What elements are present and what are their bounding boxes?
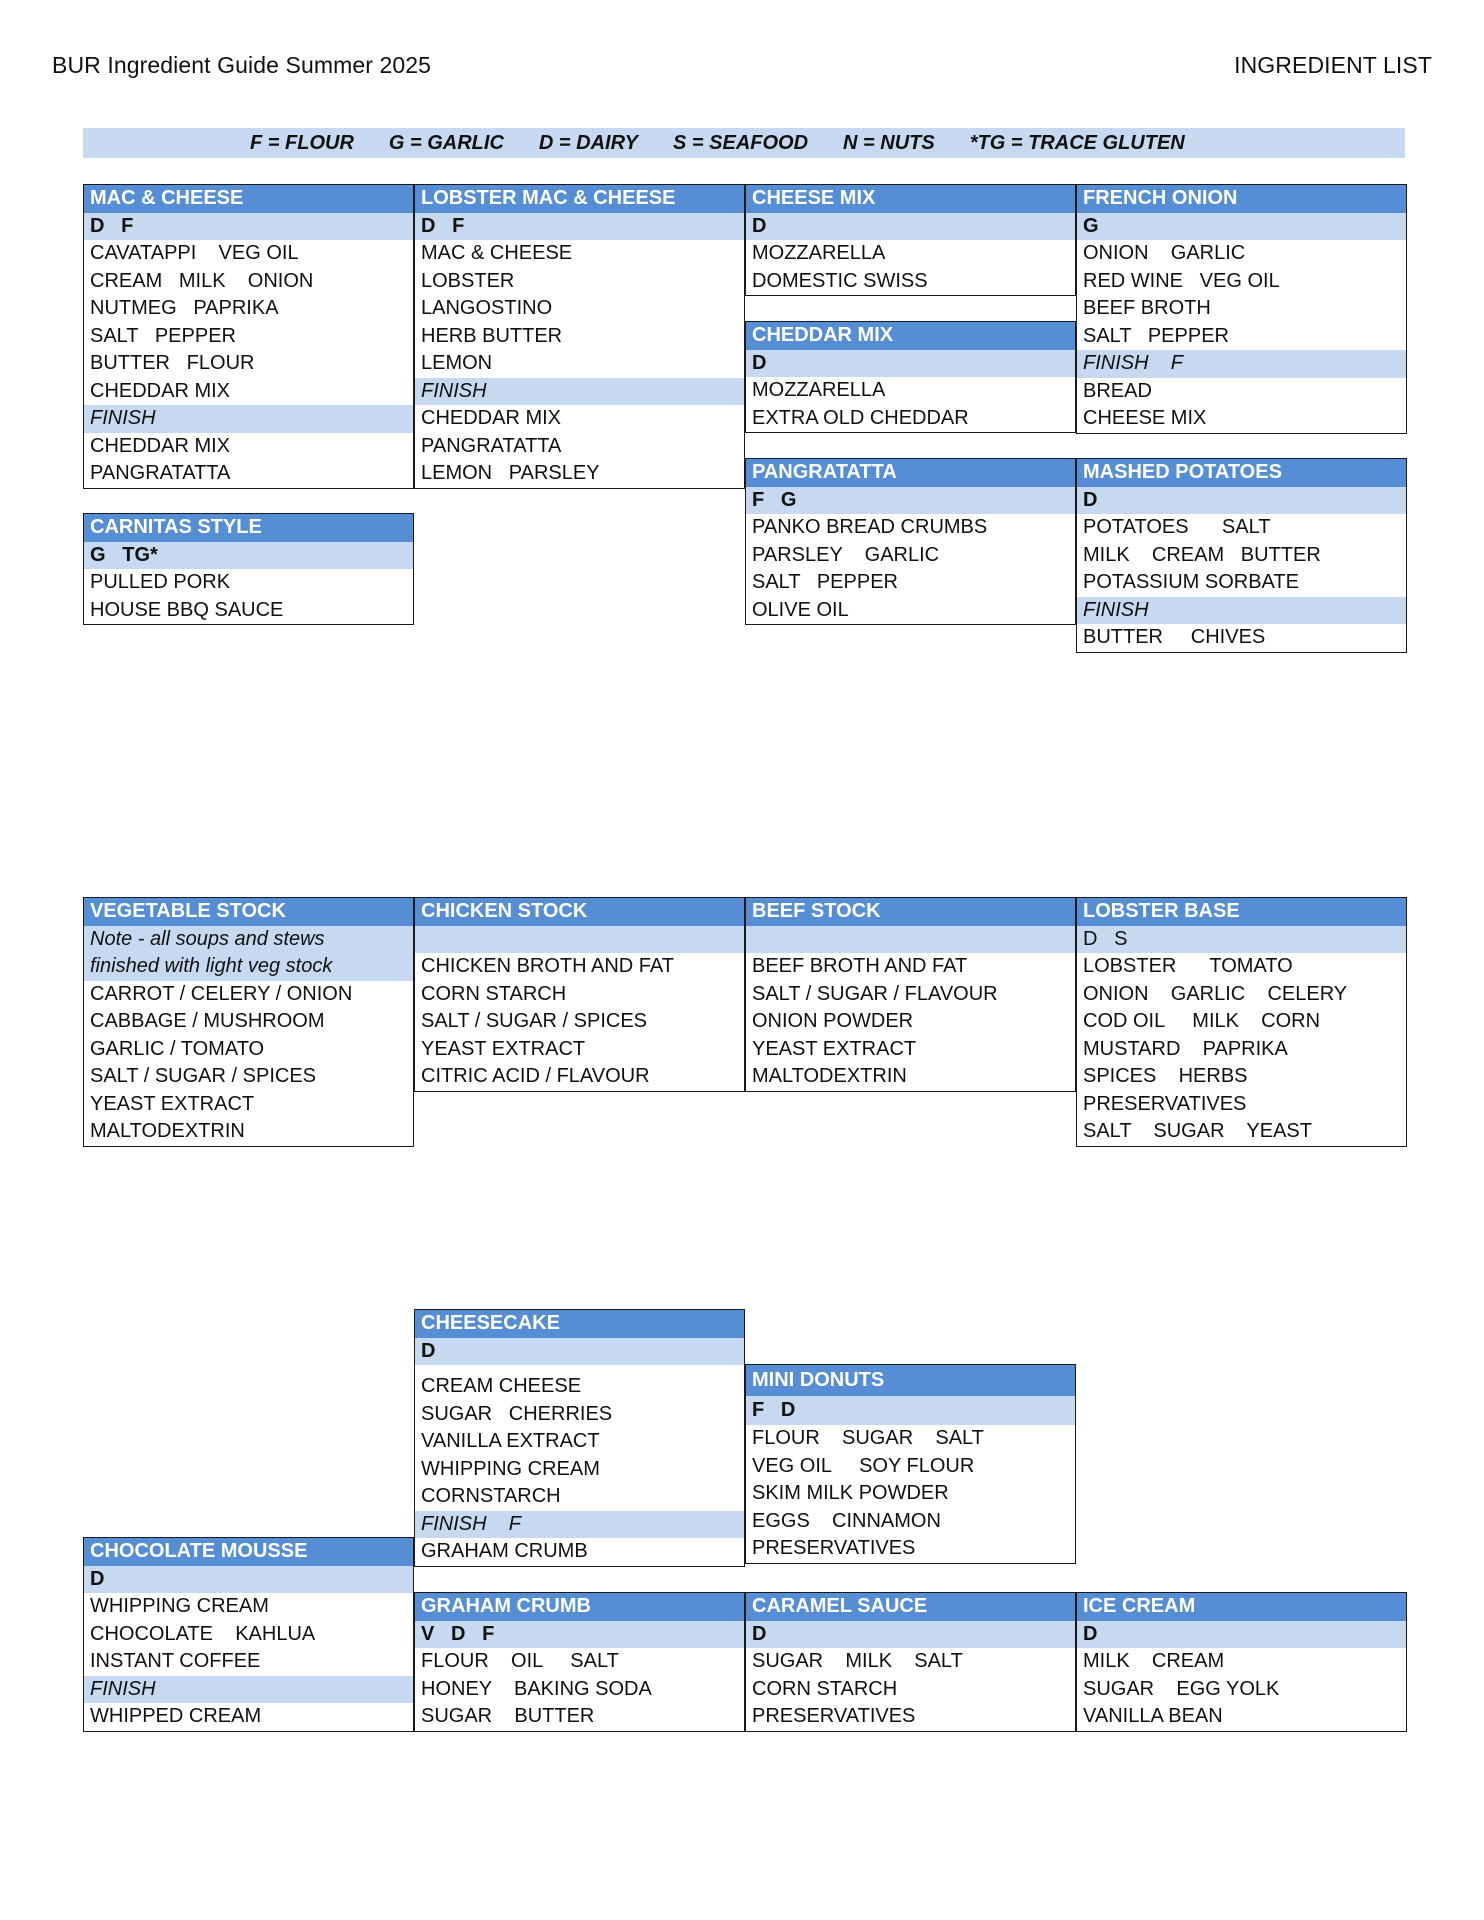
ingredient-line: LOBSTER (421, 269, 515, 292)
ingredient-line: CITRIC ACID / FLAVOUR (421, 1065, 650, 1087)
ingredient-line: CORNSTARCH (421, 1485, 561, 1507)
block-title: ICE CREAM (1077, 1593, 1406, 1621)
block-title: CHEESE MIX (746, 185, 1075, 213)
ingredient-line: WHIPPING CREAM (421, 1457, 600, 1480)
ingredient-line: OLIVE OIL (752, 598, 849, 621)
block-lobster-mac-cheese (414, 184, 745, 489)
legend-nuts: N = NUTS (843, 131, 935, 154)
ingredient-line: MAC & CHEESE (421, 242, 573, 264)
block-title: LOBSTER BASE (1077, 898, 1406, 926)
block-title: CHOCOLATE MOUSSE (84, 1538, 413, 1566)
finish-label: FINISH (1077, 597, 1406, 625)
list-title: INGREDIENT LIST (1234, 52, 1432, 78)
ingredient-line: SALT / SUGAR / SPICES (90, 1065, 316, 1087)
ingredient-line: DOMESTIC SWISS (752, 269, 928, 292)
block-title: MINI DONUTS (746, 1365, 1075, 1396)
finish-line: CHEDDAR MIX (90, 434, 231, 457)
spacer (415, 1365, 744, 1373)
finish-label: FINISH (84, 405, 413, 433)
ingredient-line: VEG OIL SOY FLOUR (752, 1454, 975, 1477)
allergen-codes: D F (415, 213, 744, 241)
finish-line: WHIPPED CREAM (90, 1705, 262, 1727)
allergen-codes (415, 926, 744, 954)
ingredient-line: BEEF BROTH AND FAT (752, 955, 968, 977)
ingredient-line: POTATOES SALT (1083, 516, 1271, 538)
block-vegetable-stock (83, 897, 414, 1147)
ingredient-line: CAVATAPPI VEG OIL (90, 242, 299, 264)
ingredient-line: LANGOSTINO (421, 297, 553, 319)
block-graham-crumb (414, 1592, 745, 1732)
block-mac-cheese (83, 184, 414, 489)
block-title: VEGETABLE STOCK (84, 898, 413, 926)
ingredient-line: HOUSE BBQ SAUCE (90, 598, 284, 621)
legend-garlic: G = GARLIC (388, 131, 504, 154)
finish-line: GRAHAM CRUMB (421, 1540, 588, 1562)
block-pangratatta (745, 458, 1076, 625)
block-cheddar-mix (745, 321, 1076, 433)
stock-note: finished with light veg stock (84, 953, 413, 981)
ingredient-line: EGGS CINNAMON (752, 1509, 941, 1532)
block-lobster-base (1076, 897, 1407, 1147)
stock-note: Note - all soups and stews (84, 926, 413, 954)
block-beef-stock (745, 897, 1076, 1092)
block-carnitas-style (83, 513, 414, 625)
ingredient-line: MILK CREAM (1083, 1650, 1225, 1672)
allergen-codes (746, 926, 1075, 954)
ingredient-line: CHEDDAR MIX (90, 379, 231, 402)
finish-label: FINISH (415, 378, 744, 406)
ingredient-line: SALT / SUGAR / SPICES (421, 1010, 647, 1032)
finish-line: BUTTER CHIVES (1083, 626, 1266, 648)
legend-seafood: S = SEAFOOD (673, 131, 809, 154)
allergen-codes: D (1077, 1621, 1406, 1649)
ingredient-line: CREAM CHEESE (421, 1375, 582, 1397)
ingredient-line: CABBAGE / MUSHROOM (90, 1010, 325, 1032)
ingredient-line: ONION GARLIC CELERY (1083, 982, 1348, 1005)
ingredient-line: VANILLA BEAN (1083, 1705, 1223, 1727)
legend-dairy: D = DAIRY (538, 131, 639, 154)
block-title: LOBSTER MAC & CHEESE (415, 185, 744, 213)
ingredient-line: WHIPPING CREAM (90, 1595, 269, 1617)
ingredient-line: CORN STARCH (752, 1677, 898, 1700)
block-chicken-stock (414, 897, 745, 1092)
allergen-codes: D (1077, 487, 1406, 515)
allergen-codes: D (746, 213, 1075, 241)
ingredient-line: FLOUR OIL SALT (421, 1650, 619, 1672)
finish-line: CHEESE MIX (1083, 407, 1207, 429)
ingredient-line: BEEF BROTH (1083, 297, 1211, 319)
ingredient-line: YEAST EXTRACT (421, 1037, 586, 1060)
allergen-codes: D (746, 350, 1075, 378)
ingredient-line: MALTODEXTRIN (90, 1120, 245, 1142)
ingredient-line: SALT PEPPER (1083, 324, 1229, 347)
ingredient-line: PRESERVATIVES (752, 1705, 916, 1727)
block-title: MASHED POTATOES (1077, 459, 1406, 487)
ingredient-line: COD OIL MILK CORN (1083, 1010, 1321, 1032)
ingredient-line: FLOUR SUGAR SALT (752, 1427, 984, 1449)
block-title: CARAMEL SAUCE (746, 1593, 1075, 1621)
ingredient-line: POTASSIUM SORBATE (1083, 571, 1299, 593)
block-chocolate-mousse (83, 1537, 414, 1732)
block-title: MAC & CHEESE (84, 185, 413, 213)
allergen-codes: F D (746, 1396, 1075, 1425)
ingredient-line: MOZZARELLA (752, 379, 886, 401)
block-title: PANGRATATTA (746, 459, 1075, 487)
finish-line: LEMON PARSLEY (421, 462, 600, 484)
allergen-codes: D S (1077, 926, 1406, 954)
ingredient-line: MALTODEXTRIN (752, 1065, 907, 1087)
ingredient-line: NUTMEG PAPRIKA (90, 297, 279, 319)
finish-label: FINISH F (1077, 350, 1406, 378)
block-cheese-mix (745, 184, 1076, 296)
block-title: GRAHAM CRUMB (415, 1593, 744, 1621)
ingredient-line: EXTRA OLD CHEDDAR (752, 406, 969, 429)
finish-line: CHEDDAR MIX (421, 407, 562, 429)
finish-line: PANGRATATTA (421, 434, 562, 457)
ingredient-line: MOZZARELLA (752, 242, 886, 264)
block-ice-cream (1076, 1592, 1407, 1732)
ingredient-line: ONION GARLIC (1083, 242, 1246, 264)
allergen-codes: D (746, 1621, 1075, 1649)
allergen-codes: F G (746, 487, 1075, 515)
ingredient-line: SPICES HERBS (1083, 1065, 1248, 1087)
block-title: BEEF STOCK (746, 898, 1075, 926)
ingredient-line: HERB BUTTER (421, 324, 563, 347)
ingredient-line: ONION POWDER (752, 1010, 914, 1032)
legend-flour: F = FLOUR (250, 131, 354, 154)
block-caramel-sauce (745, 1592, 1076, 1732)
ingredient-line: YEAST EXTRACT (752, 1037, 917, 1060)
ingredient-line: SALT / SUGAR / FLAVOUR (752, 982, 998, 1005)
ingredient-line: PANKO BREAD CRUMBS (752, 516, 988, 538)
block-title: CARNITAS STYLE (84, 514, 413, 542)
allergen-codes: G TG* (84, 542, 413, 570)
ingredient-line: SUGAR EGG YOLK (1083, 1677, 1280, 1700)
finish-label: FINISH F (415, 1511, 744, 1539)
ingredient-line: CHOCOLATE KAHLUA (90, 1622, 316, 1645)
ingredient-line: PRESERVATIVES (752, 1537, 916, 1559)
finish-label: FINISH (84, 1676, 413, 1704)
ingredient-line: SALT PEPPER (752, 571, 898, 593)
finish-line: BREAD (1083, 379, 1152, 402)
block-french-onion (1076, 184, 1407, 434)
ingredient-line: LEMON (421, 352, 493, 374)
allergen-codes: V D F (415, 1621, 744, 1649)
ingredient-line: INSTANT COFFEE (90, 1650, 261, 1672)
document-title: BUR Ingredient Guide Summer 2025 (52, 52, 432, 78)
block-cheesecake (414, 1309, 745, 1567)
allergen-codes: D (415, 1338, 744, 1366)
ingredient-line: SALT SUGAR YEAST (1083, 1120, 1312, 1142)
finish-line: PANGRATATTA (90, 462, 231, 484)
block-mini-donuts (745, 1364, 1076, 1564)
allergen-codes: G (1077, 213, 1406, 241)
ingredient-line: PULLED PORK (90, 571, 231, 593)
ingredient-line: RED WINE VEG OIL (1083, 269, 1280, 292)
ingredient-line: SKIM MILK POWDER (752, 1482, 949, 1504)
ingredient-line: SUGAR CHERRIES (421, 1402, 613, 1425)
ingredient-line: SUGAR MILK SALT (752, 1650, 963, 1672)
ingredient-line: CORN STARCH (421, 982, 567, 1005)
ingredient-line: VANILLA EXTRACT (421, 1430, 600, 1452)
legend-trace-gluten: *TG = TRACE GLUTEN (969, 131, 1185, 154)
ingredient-line: YEAST EXTRACT (90, 1092, 255, 1115)
ingredient-line: CARROT / CELERY / ONION (90, 982, 353, 1005)
ingredient-line: MUSTARD PAPRIKA (1083, 1037, 1288, 1060)
block-title: CHEDDAR MIX (746, 322, 1075, 350)
ingredient-line: SUGAR BUTTER (421, 1705, 595, 1727)
ingredient-line: PARSLEY GARLIC (752, 543, 940, 566)
ingredient-line: PRESERVATIVES (1083, 1092, 1247, 1115)
ingredient-line: HONEY BAKING SODA (421, 1677, 652, 1700)
ingredient-line: SALT PEPPER (90, 324, 236, 347)
block-title: CHEESECAKE (415, 1310, 744, 1338)
ingredient-line: CHICKEN BROTH AND FAT (421, 955, 674, 977)
block-title: FRENCH ONION (1077, 185, 1406, 213)
allergen-codes: D F (84, 213, 413, 241)
ingredient-line: MILK CREAM BUTTER (1083, 543, 1321, 566)
allergen-legend (83, 128, 1405, 158)
block-mashed-potatoes (1076, 458, 1407, 653)
ingredient-line: CREAM MILK ONION (90, 269, 314, 292)
ingredient-line: BUTTER FLOUR (90, 352, 255, 374)
ingredient-line: LOBSTER TOMATO (1083, 955, 1293, 977)
allergen-codes: D (84, 1566, 413, 1594)
block-title: CHICKEN STOCK (415, 898, 744, 926)
ingredient-line: GARLIC / TOMATO (90, 1037, 265, 1060)
